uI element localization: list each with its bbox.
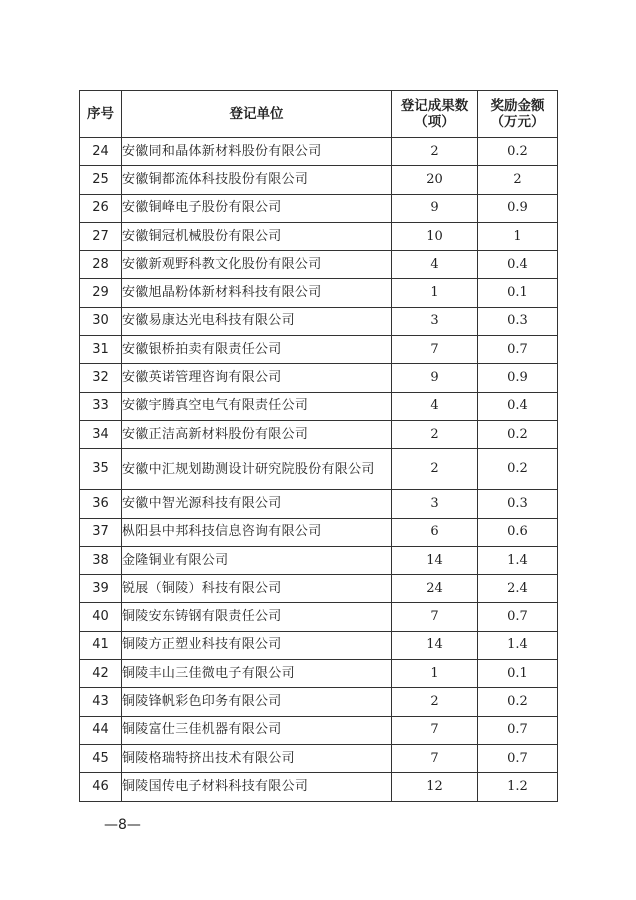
row-number: 26 bbox=[80, 194, 122, 222]
row-unit: 安徽同和晶体新材料股份有限公司 bbox=[122, 138, 392, 166]
header-count-line2: （项） bbox=[414, 114, 455, 130]
row-unit: 安徽铜都流体科技股份有限公司 bbox=[122, 166, 392, 194]
table-header-row bbox=[80, 91, 558, 138]
table-row bbox=[80, 392, 558, 420]
row-count: 2 bbox=[392, 688, 478, 716]
row-amount: 0.2 bbox=[478, 688, 558, 716]
row-count: 14 bbox=[392, 546, 478, 574]
table-row bbox=[80, 603, 558, 631]
table-row bbox=[80, 490, 558, 518]
row-number: 37 bbox=[80, 518, 122, 546]
row-amount: 0.2 bbox=[478, 420, 558, 448]
row-amount: 0.7 bbox=[478, 716, 558, 744]
row-amount: 0.4 bbox=[478, 251, 558, 279]
table-row bbox=[80, 364, 558, 392]
row-unit: 铜陵安东铸钢有限责任公司 bbox=[122, 603, 392, 631]
row-number: 38 bbox=[80, 546, 122, 574]
table-row bbox=[80, 222, 558, 250]
header-no: 序号 bbox=[80, 91, 122, 138]
row-count: 6 bbox=[392, 518, 478, 546]
row-unit: 安徽宇腾真空电气有限责任公司 bbox=[122, 392, 392, 420]
table-row bbox=[80, 773, 558, 801]
row-number: 41 bbox=[80, 631, 122, 659]
row-number: 42 bbox=[80, 660, 122, 688]
row-number: 33 bbox=[80, 392, 122, 420]
row-count: 10 bbox=[392, 222, 478, 250]
table-row bbox=[80, 166, 558, 194]
row-count: 4 bbox=[392, 251, 478, 279]
table-row bbox=[80, 744, 558, 772]
row-number: 44 bbox=[80, 716, 122, 744]
row-amount: 0.9 bbox=[478, 364, 558, 392]
row-amount: 0.2 bbox=[478, 449, 558, 490]
table-row bbox=[80, 336, 558, 364]
row-unit: 安徽中智光源科技有限公司 bbox=[122, 490, 392, 518]
table-row bbox=[80, 660, 558, 688]
row-count: 4 bbox=[392, 392, 478, 420]
row-number: 39 bbox=[80, 575, 122, 603]
row-unit: 铜陵丰山三佳微电子有限公司 bbox=[122, 660, 392, 688]
page-number: —8— bbox=[104, 817, 141, 833]
row-number: 46 bbox=[80, 773, 122, 801]
row-amount: 0.4 bbox=[478, 392, 558, 420]
row-amount: 0.3 bbox=[478, 307, 558, 335]
row-amount: 0.7 bbox=[478, 744, 558, 772]
row-number: 43 bbox=[80, 688, 122, 716]
row-amount: 2.4 bbox=[478, 575, 558, 603]
row-unit: 铜陵锋帆彩色印务有限公司 bbox=[122, 688, 392, 716]
row-count: 3 bbox=[392, 490, 478, 518]
header-unit: 登记单位 bbox=[122, 91, 392, 138]
row-amount: 0.2 bbox=[478, 138, 558, 166]
row-number: 36 bbox=[80, 490, 122, 518]
row-unit: 安徽银桥拍卖有限责任公司 bbox=[122, 336, 392, 364]
row-count: 2 bbox=[392, 138, 478, 166]
row-amount: 0.3 bbox=[478, 490, 558, 518]
table-row bbox=[80, 279, 558, 307]
row-amount: 1.4 bbox=[478, 631, 558, 659]
row-number: 29 bbox=[80, 279, 122, 307]
row-unit: 安徽英诺管理咨询有限公司 bbox=[122, 364, 392, 392]
header-count-line1: 登记成果数 bbox=[400, 98, 469, 114]
row-count: 9 bbox=[392, 364, 478, 392]
row-amount: 1 bbox=[478, 222, 558, 250]
row-count: 3 bbox=[392, 307, 478, 335]
registration-table bbox=[79, 90, 558, 802]
row-number: 40 bbox=[80, 603, 122, 631]
row-count: 14 bbox=[392, 631, 478, 659]
row-count: 1 bbox=[392, 279, 478, 307]
row-count: 2 bbox=[392, 420, 478, 448]
row-unit: 安徽中汇规划勘测设计研究院股份有限公司 bbox=[122, 449, 392, 490]
table-body bbox=[80, 138, 558, 802]
table-row bbox=[80, 138, 558, 166]
row-unit: 铜陵富仕三佳机器有限公司 bbox=[122, 716, 392, 744]
table-row bbox=[80, 420, 558, 448]
row-number: 25 bbox=[80, 166, 122, 194]
row-number: 32 bbox=[80, 364, 122, 392]
table-row bbox=[80, 194, 558, 222]
row-number: 24 bbox=[80, 138, 122, 166]
row-unit: 安徽正洁高新材料股份有限公司 bbox=[122, 420, 392, 448]
table-row bbox=[80, 688, 558, 716]
row-amount: 0.9 bbox=[478, 194, 558, 222]
row-number: 45 bbox=[80, 744, 122, 772]
table-row bbox=[80, 518, 558, 546]
row-unit: 锐展（铜陵）科技有限公司 bbox=[122, 575, 392, 603]
table-row bbox=[80, 716, 558, 744]
row-unit: 安徽旭晶粉体新材料科技有限公司 bbox=[122, 279, 392, 307]
header-amount bbox=[478, 91, 558, 138]
row-count: 7 bbox=[392, 603, 478, 631]
row-amount: 0.7 bbox=[478, 603, 558, 631]
row-count: 1 bbox=[392, 660, 478, 688]
row-amount: 1.2 bbox=[478, 773, 558, 801]
row-number: 30 bbox=[80, 307, 122, 335]
row-count: 7 bbox=[392, 716, 478, 744]
row-unit: 安徽易康达光电科技有限公司 bbox=[122, 307, 392, 335]
row-count: 7 bbox=[392, 744, 478, 772]
table-row bbox=[80, 631, 558, 659]
table-row bbox=[80, 575, 558, 603]
table-row bbox=[80, 546, 558, 574]
row-amount: 0.1 bbox=[478, 660, 558, 688]
row-count: 24 bbox=[392, 575, 478, 603]
row-count: 7 bbox=[392, 336, 478, 364]
row-count: 2 bbox=[392, 449, 478, 490]
row-unit: 金隆铜业有限公司 bbox=[122, 546, 392, 574]
header-amount-line2: （万元） bbox=[490, 114, 545, 130]
row-number: 27 bbox=[80, 222, 122, 250]
table-row bbox=[80, 251, 558, 279]
row-unit: 安徽铜冠机械股份有限公司 bbox=[122, 222, 392, 250]
row-amount: 0.7 bbox=[478, 336, 558, 364]
row-unit: 铜陵格瑞特挤出技术有限公司 bbox=[122, 744, 392, 772]
row-unit: 铜陵国传电子材料科技有限公司 bbox=[122, 773, 392, 801]
row-amount: 0.1 bbox=[478, 279, 558, 307]
row-unit: 安徽新观野科教文化股份有限公司 bbox=[122, 251, 392, 279]
row-amount: 0.6 bbox=[478, 518, 558, 546]
row-unit: 安徽铜峰电子股份有限公司 bbox=[122, 194, 392, 222]
row-number: 34 bbox=[80, 420, 122, 448]
row-count: 12 bbox=[392, 773, 478, 801]
row-count: 9 bbox=[392, 194, 478, 222]
table-row bbox=[80, 449, 558, 490]
header-amount-line1: 奖励金额 bbox=[490, 98, 545, 114]
row-unit: 枞阳县中邦科技信息咨询有限公司 bbox=[122, 518, 392, 546]
row-number: 35 bbox=[80, 449, 122, 490]
row-number: 31 bbox=[80, 336, 122, 364]
row-amount: 1.4 bbox=[478, 546, 558, 574]
row-unit: 铜陵方正塑业科技有限公司 bbox=[122, 631, 392, 659]
row-count: 20 bbox=[392, 166, 478, 194]
table-row bbox=[80, 307, 558, 335]
header-count bbox=[392, 91, 478, 138]
row-number: 28 bbox=[80, 251, 122, 279]
row-amount: 2 bbox=[478, 166, 558, 194]
